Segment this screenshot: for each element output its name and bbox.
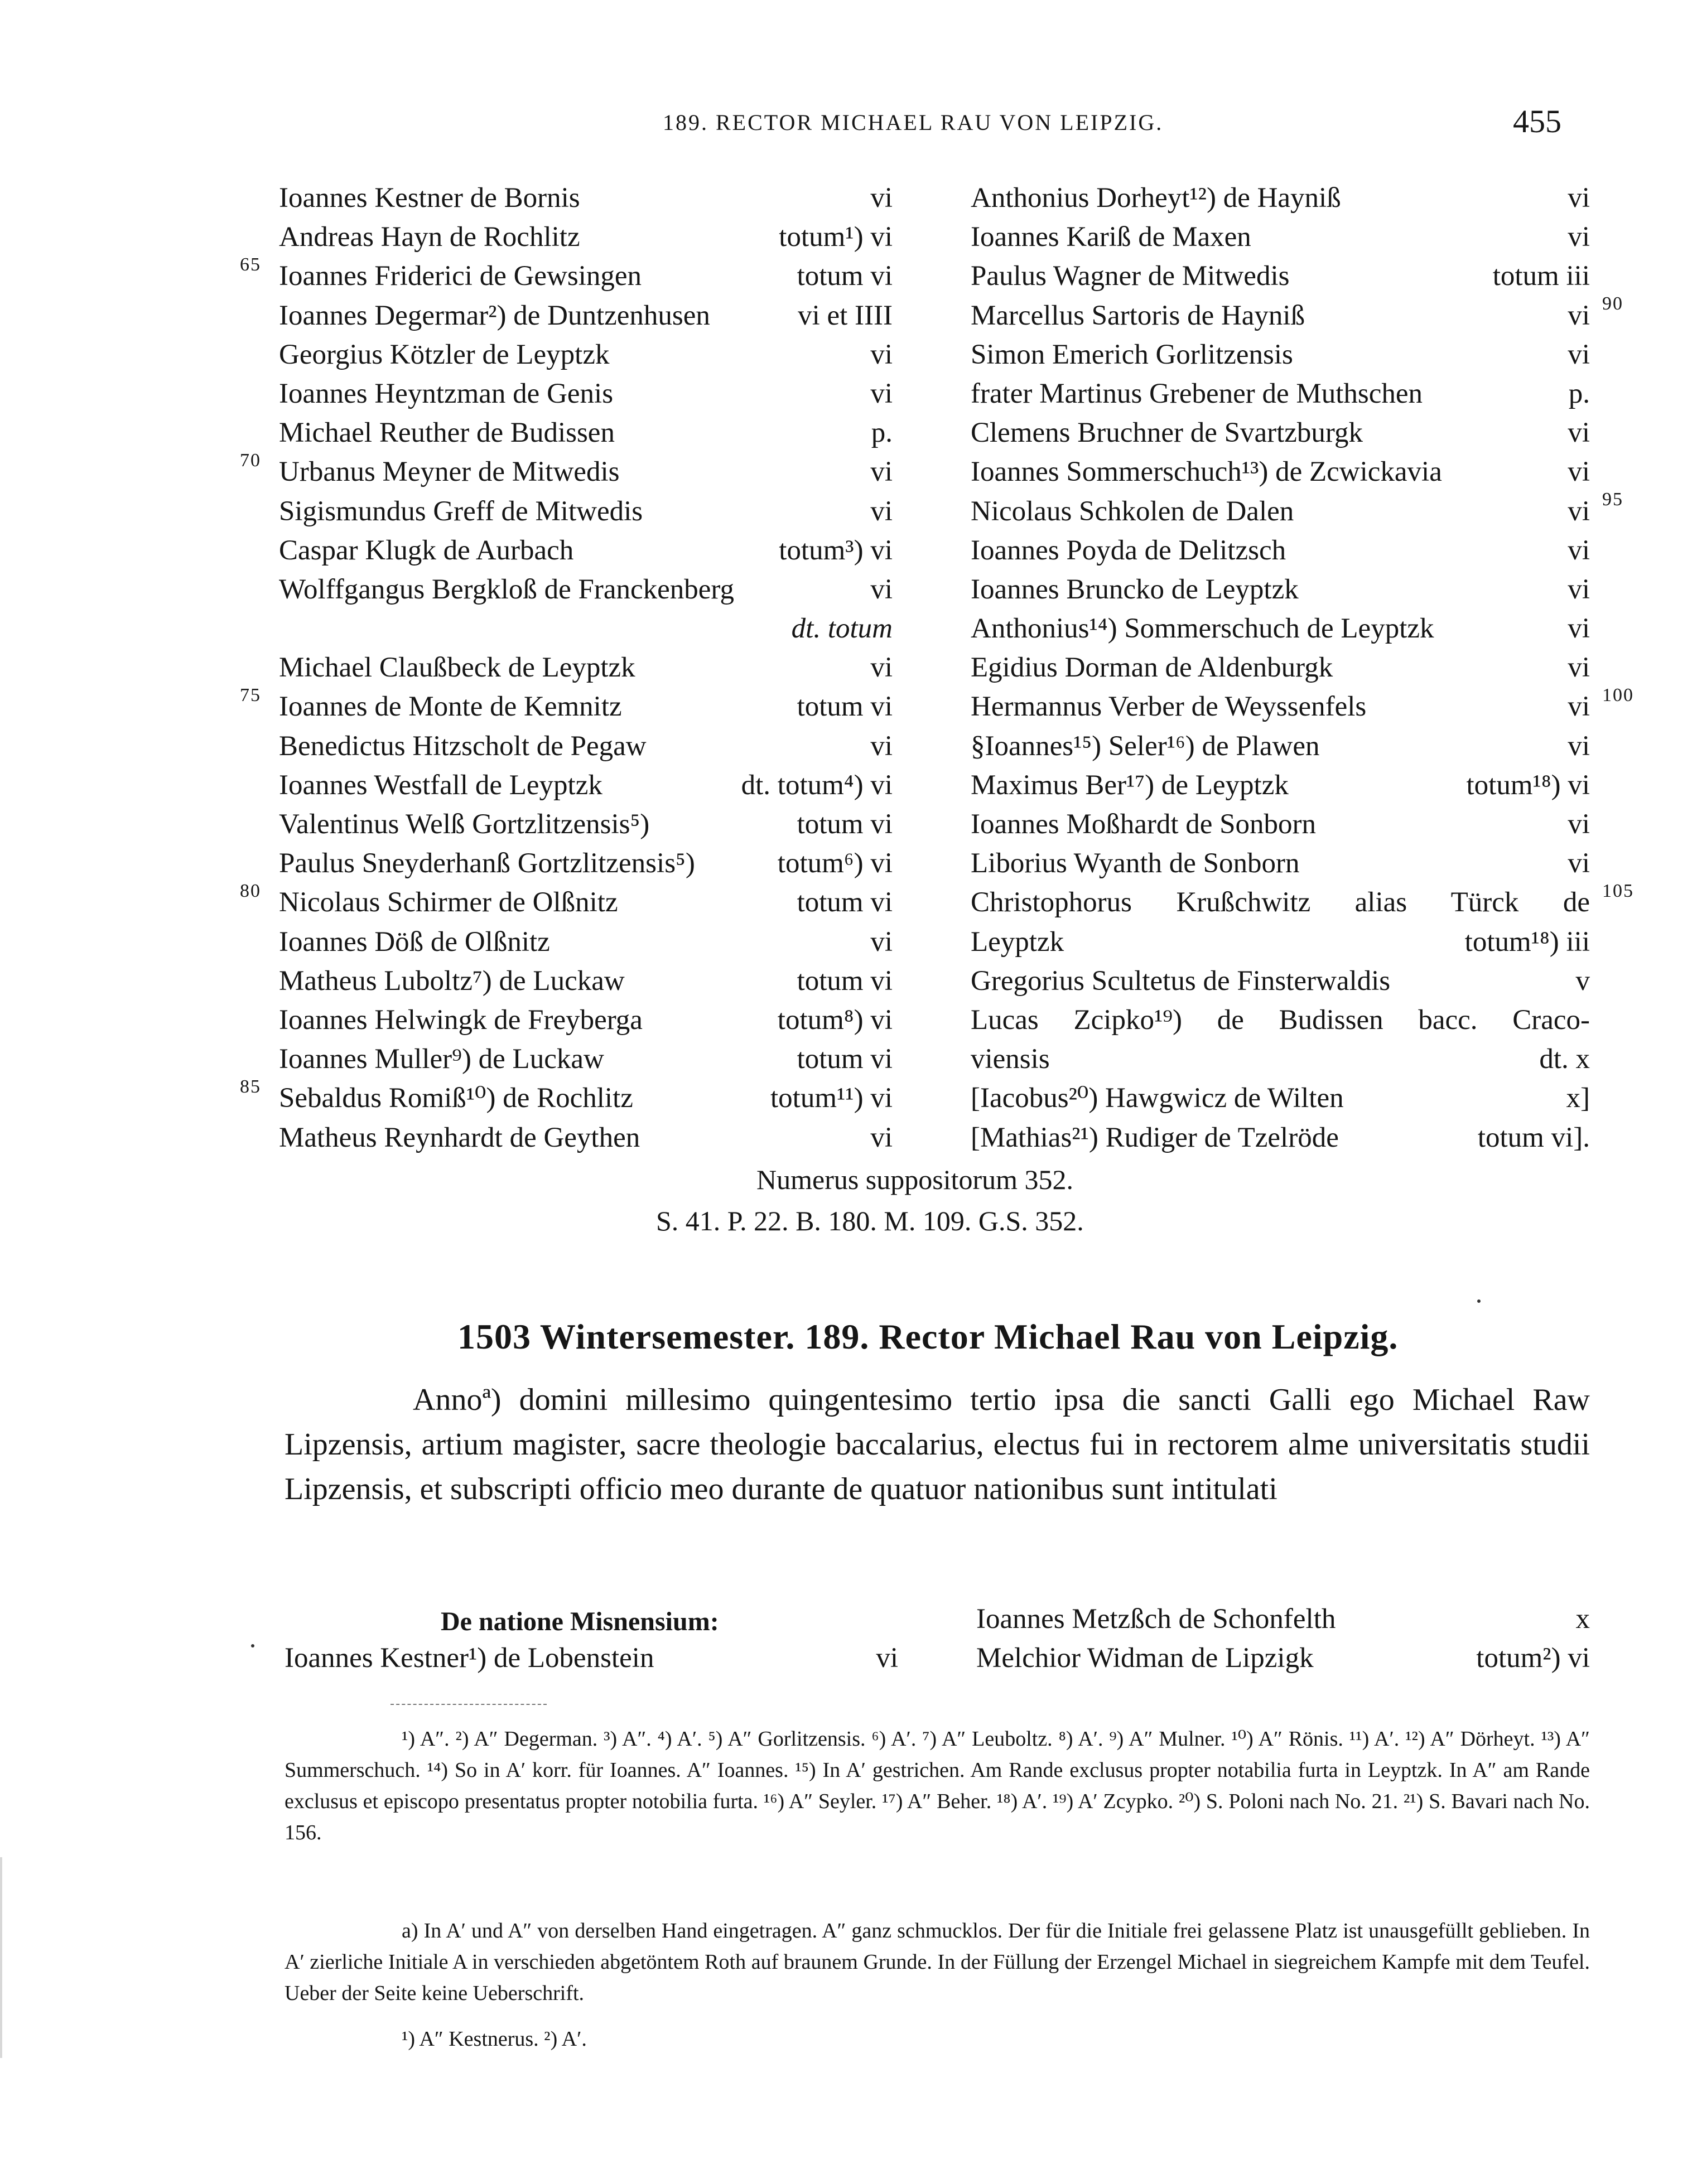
nation-left-entries: [285, 1639, 898, 1678]
list-item: Lucas Zcipko¹⁹) de Budissen bacc. Craco-: [971, 1004, 1590, 1036]
list-item: Matheus Reynhardt de Geythen vi: [279, 1122, 893, 1153]
list-item: Michael Reuther de Budissen p.: [279, 417, 893, 449]
list-item: Ioannes Moßhardt de Sonborn vi: [971, 809, 1590, 840]
line-number: 75: [240, 685, 261, 706]
list-item: [Mathias²¹) Rudiger de Tzelröde totum vi].: [971, 1122, 1590, 1153]
list-item: Clemens Bruchner de Svartzburgk vi: [971, 417, 1590, 449]
list-item: Matheus Luboltz⁷) de Luckaw totum vi: [279, 965, 893, 997]
list-item: Nicolaus Schkolen de Dalen vi: [971, 495, 1590, 527]
list-item: Maximus Ber¹⁷) de Leyptzk totum¹⁸) vi: [971, 769, 1590, 801]
list-item: Sigismundus Greff de Mitwedis vi: [279, 495, 893, 527]
list-item: Valentinus Welß Gortzlitzensis⁵) totum vi: [279, 809, 893, 840]
footnote-a: [285, 1915, 1590, 2009]
footnote-text: ¹) A″. ²) A″ Degerman. ³) A″. ⁴) A′. ⁵) A″ Gorlitzensis. ⁶) A′. ⁷) A″ Leuboltz. ⁸) A′. ⁹) A″ Mulner. ¹⁰) A″ Rönis. ¹¹) A′. ¹²) A″ Dörheyt. ¹³) A″ Summerschuch. ¹⁴) So in A′ korr. für Ioannes. A″ Ioannes. ¹⁵) In A′ gestrichen. Am Rande exclusus propter notabilia furta in Leyptzk. In A″ am Rande exclusus et episcopo presentatus propter notobilia furta. ¹⁶) A″ Seyler. ¹⁷) A″ Beher. ¹⁸) A′. ¹⁹) A′ Zcypko. ²⁰) S. Poloni nach No. 21. ²¹) S. Bavari nach No. 156.: [285, 1727, 1590, 1844]
list-item: Ioannes Metzßch de Schonfelth x: [976, 1603, 1590, 1635]
list-item: frater Martinus Grebener de Muthschen p.: [971, 378, 1590, 409]
left-name-column: [279, 178, 893, 1157]
section-title: 1503 Wintersemester. 189. Rector Michael Rau von Leipzig.: [457, 1317, 1399, 1356]
list-item: Hermannus Verber de Weyssenfels vi: [971, 691, 1590, 723]
list-item: Ioannes Kariß de Maxen vi: [971, 221, 1590, 253]
list-item: Georgius Kötzler de Leyptzk vi: [279, 339, 893, 370]
list-item: Ioannes de Monte de Kemnitz totum vi: [279, 691, 893, 723]
list-item: Egidius Dorman de Aldenburgk vi: [971, 652, 1590, 684]
list-item: Simon Emerich Gorlitzensis vi: [971, 339, 1590, 370]
list-item: Gregorius Scultetus de Finsterwaldis v: [971, 965, 1590, 997]
list-item: Ioannes Heyntzman de Genis vi: [279, 378, 893, 409]
list-item: Ioannes Kestner de Bornis vi: [279, 182, 893, 214]
footnote-rule: [390, 1704, 547, 1705]
list-item: Ioannes Muller⁹) de Luckaw totum vi: [279, 1043, 893, 1075]
list-item: Michael Claußbeck de Leyptzk vi: [279, 652, 893, 684]
list-item: Paulus Sneyderhanß Gortzlitzensis⁵) totum⁶) vi: [279, 848, 893, 880]
list-item: Paulus Wagner de Mitwedis totum iii: [971, 260, 1590, 292]
list-item: Urbanus Meyner de Mitwedis vi: [279, 456, 893, 488]
intro-text: Annoª) domini millesimo quingentesimo tertio ipsa die sancti Galli ego Michael Raw Lipzensis, artium magister, sacre theologie baccalarius, electus fui in rectorem alme universitatis studii Lipzensis, et subscripti officio meo durante de quatuor nationibus sunt intitulati: [285, 1383, 1590, 1506]
scan-edge: [0, 1857, 2, 2058]
footnotes-nation: ¹) A″ Kestnerus. ²) A′.: [402, 2027, 587, 2051]
speck-mark: [251, 1644, 254, 1647]
intro-paragraph: [285, 1378, 1590, 1511]
list-item: Nicolaus Schirmer de Olßnitz totum vi: [279, 887, 893, 919]
list-item: Benedictus Hitzscholt de Pegaw vi: [279, 730, 893, 762]
list-item: dt. totum: [791, 613, 893, 645]
numerus-total: Numerus suppositorum 352.: [756, 1164, 1074, 1195]
footnote-text: a) In A′ und A″ von derselben Hand eingetragen. A″ ganz schmucklos. Der für die Initiale frei gelassene Platz ist unausgefüllt geblieben. In A′ zierliche Initiale A in verschieden abgetöntem Roth auf braunem Grunde. In der Füllung der Erzengel Michael in siegreichem Kampfe mit dem Teufel. Ueber der Seite keine Ueberschrift.: [285, 1919, 1590, 2005]
list-item: Ioannes Westfall de Leyptzk dt. totum⁴) vi: [279, 769, 893, 801]
list-item: Caspar Klugk de Aurbach totum³) vi: [279, 534, 893, 566]
list-item: Melchior Widman de Lipzigk totum²) vi: [976, 1642, 1590, 1674]
running-title: 189. RECTOR MICHAEL RAU VON LEIPZIG.: [663, 110, 1164, 135]
line-number: 80: [240, 881, 261, 901]
line-number: 70: [240, 450, 261, 471]
speck-mark: [1477, 1299, 1481, 1303]
list-item: viensis dt. x: [971, 1043, 1590, 1075]
right-name-column: [971, 178, 1590, 1157]
list-item: Marcellus Sartoris de Hayniß vi: [971, 299, 1590, 331]
nation-right-entries: [976, 1600, 1590, 1678]
line-number: 85: [240, 1076, 261, 1097]
footnotes-names: [285, 1723, 1590, 1848]
list-item: §Ioannes¹⁵) Seler¹⁶) de Plawen vi: [971, 730, 1590, 762]
page-number: 455: [1513, 103, 1561, 139]
list-item: Ioannes Bruncko de Leyptzk vi: [971, 573, 1590, 605]
line-number: 90: [1602, 293, 1623, 314]
line-number: 105: [1602, 881, 1634, 901]
list-item: Anthonius¹⁴) Sommerschuch de Leyptzk vi: [971, 613, 1590, 645]
list-item: Ioannes Degermar²) de Duntzenhusen vi et IIII: [279, 299, 893, 331]
list-item: Wolffgangus Bergkloß de Franckenberg vi: [279, 573, 893, 605]
list-item: Sebaldus Romiß¹⁰) de Rochlitz totum¹¹) vi: [279, 1083, 893, 1114]
list-item: Andreas Hayn de Rochlitz totum¹) vi: [279, 221, 893, 253]
list-item: Ioannes Döß de Olßnitz vi: [279, 926, 893, 958]
list-item: Ioannes Sommerschuch¹³) de Zcwickavia vi: [971, 456, 1590, 488]
list-item: Ioannes Helwingk de Freyberga totum⁸) vi: [279, 1004, 893, 1036]
line-number: 100: [1602, 685, 1634, 706]
list-item: [Iacobus²⁰) Hawgwicz de Wilten x]: [971, 1083, 1590, 1114]
line-number: 65: [240, 254, 261, 275]
list-item: Christophorus Krußchwitz alias Türck de: [971, 887, 1590, 919]
list-item: Ioannes Friderici de Gewsingen totum vi: [279, 260, 893, 292]
line-number: 95: [1602, 489, 1623, 510]
nation-heading: De natione Misnensium:: [441, 1607, 719, 1636]
list-item: Anthonius Dorheyt¹²) de Hayniß vi: [971, 182, 1590, 214]
list-item: Liborius Wyanth de Sonborn vi: [971, 848, 1590, 880]
nation-counts: S. 41. P. 22. B. 180. M. 109. G.S. 352.: [656, 1205, 1084, 1236]
list-item: Leyptzk totum¹⁸) iii: [971, 926, 1590, 958]
list-item: Ioannes Poyda de Delitzsch vi: [971, 534, 1590, 566]
list-item: Ioannes Kestner¹) de Lobenstein vi: [285, 1642, 898, 1674]
